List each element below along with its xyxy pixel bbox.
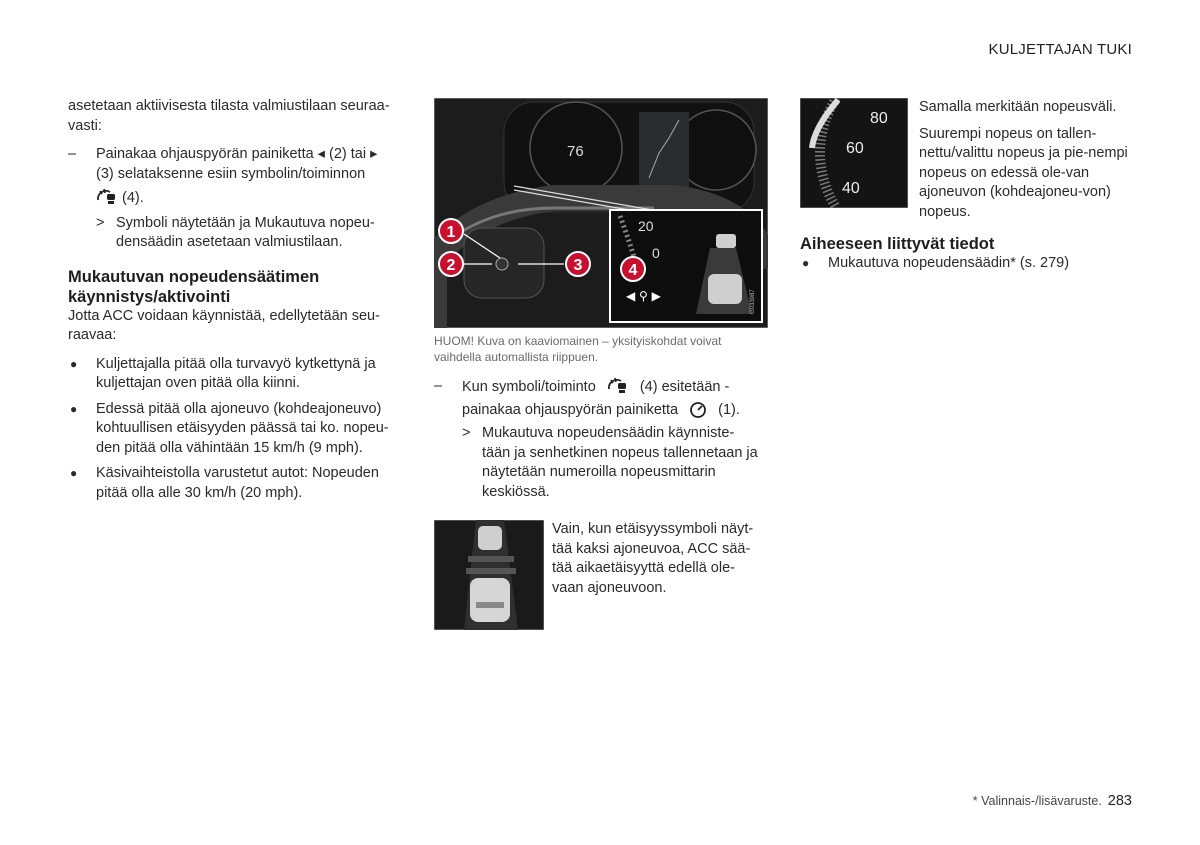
svg-text:3: 3 xyxy=(573,257,583,274)
figure-caption: HUOM! Kuva on kaaviomainen – yksityiskohdat voivat vaihdella automallista riippuen. xyxy=(434,334,722,364)
speed-range-block xyxy=(800,98,1132,220)
svg-text:1: 1 xyxy=(446,224,456,241)
dash-marker: – xyxy=(434,378,443,394)
gauge-number: 80 xyxy=(870,110,888,127)
svg-text:2: 2 xyxy=(446,257,456,274)
distance-alert-symbol-icon xyxy=(604,375,632,395)
step-text-b: painakaa ohjauspyörän painiketta xyxy=(462,402,679,418)
footnote: * Valinnais-/lisävaruste. xyxy=(972,794,1102,808)
distance-figure-block xyxy=(434,520,768,630)
speedometer-readout: 76 xyxy=(567,143,584,160)
callout-2 xyxy=(439,252,463,276)
step-item xyxy=(434,375,768,422)
speed-range-line: Samalla merkitään nopeusväli. xyxy=(919,99,1117,115)
step-symbol-ref: (4). xyxy=(122,190,144,206)
section-header: KULJETTAJAN TUKI xyxy=(988,41,1132,58)
speed-range-gauge-figure xyxy=(800,98,908,208)
list-item: ● Käsivaihteistolla varustetut autot: Nopeuden pitää olla alle 30 km/h (20 mph). xyxy=(70,465,379,501)
result-item xyxy=(68,214,400,253)
related-link-item[interactable] xyxy=(800,254,1132,274)
middle-column xyxy=(434,98,768,630)
result-item xyxy=(434,424,762,502)
svg-text:4: 4 xyxy=(628,262,638,279)
list-item: ● Edessä pitää olla ajoneuvo (kohdeajoneuvo) kohtuullisen etäisyyden päässä tai ko. nopeu-den pitää olla vähintään 15 km/h (9 mph). xyxy=(70,400,389,456)
related-link[interactable]: Mukautuva nopeudensäädin* (s. 279) xyxy=(828,255,1070,271)
two-vehicle-distance-figure xyxy=(434,520,544,630)
callout-4 xyxy=(621,257,645,281)
step-line-3 xyxy=(96,186,400,209)
bullet-marker: ● xyxy=(70,356,78,371)
speed-range-description: Suurempi nopeus on tallen-nettu/valittu nopeus ja pie-nempi nopeus on edessä ole-van ajoneuvon (kohdeajoneu-von) nopeus. xyxy=(919,125,1128,220)
bullet-marker: ● xyxy=(802,256,810,270)
dash-marker: – xyxy=(68,146,77,162)
step-text-a: Kun symboli/toiminto xyxy=(462,379,596,395)
dashboard-steering-figure xyxy=(434,98,768,328)
result-marker: > xyxy=(462,425,471,441)
speed-range-text xyxy=(919,98,1129,222)
distance-alert-symbol-icon xyxy=(96,186,118,206)
related-heading: Aiheeseen liittyvät tiedot xyxy=(800,235,995,253)
page-footer xyxy=(973,792,1132,812)
page-number: 283 xyxy=(1107,793,1132,809)
inset-speed-2: 0 xyxy=(652,245,660,261)
requirements-lead: Jotta ACC voidaan käynnistää, edellytetään seu-raavaa: xyxy=(68,307,380,343)
distance-note: Vain, kun etäisyyssymboli näyt-tää kaksi ajoneuvoa, ACC sää-tää aikaetäisyyttä edellä ole-vaan ajoneuvoon. xyxy=(552,521,754,596)
speedometer-button-icon xyxy=(688,400,708,418)
result-text: Symboli näytetään ja Mukautuva nopeu-densäädin asetetaan valmiustilaan. xyxy=(116,214,375,250)
bullet-marker: ● xyxy=(70,401,78,416)
image-code: G033987 xyxy=(750,289,756,314)
right-column xyxy=(800,98,1132,280)
left-column xyxy=(68,97,400,509)
requirements-list xyxy=(68,355,400,504)
step-line-1: Painakaa ohjauspyörän painiketta ◂ (2) tai ▸ xyxy=(96,146,378,162)
result-marker: > xyxy=(96,214,105,231)
gauge-number: 60 xyxy=(846,140,864,157)
inset-arrows-icon: ◀ ⚲ ▶ xyxy=(626,289,661,303)
step-line-1 xyxy=(462,375,768,399)
step-ref-a: (4) esitetään - xyxy=(639,379,730,395)
gauge-number: 40 xyxy=(842,180,860,197)
step-ref-b: (1). xyxy=(718,402,740,418)
step-item xyxy=(68,145,400,209)
step-line-2 xyxy=(462,399,768,422)
intro-text: asetetaan aktiivisesta tilasta valmiustilaan seuraa-vasti: xyxy=(68,98,390,134)
step-line-2: (3) selataksenne esiin symbolin/toiminnon xyxy=(96,165,366,182)
callout-3 xyxy=(566,252,590,276)
callout-1 xyxy=(439,219,463,243)
bullet-marker: ● xyxy=(70,466,78,480)
inset-speed-1: 20 xyxy=(638,218,654,234)
list-item: ● Kuljettajalla pitää olla turvavyö kytkettynä ja kuljettajan oven pitää olla kiinni. xyxy=(70,355,376,391)
result-text: Mukautuva nopeudensäädin käynniste-tään ja senhetkinen nopeus tallennetaan ja näytetään numeroilla nopeusmittarin keskiössä. xyxy=(482,425,758,500)
section-heading: Mukautuvan nopeudensäätimen käynnistys/aktivointi xyxy=(68,267,320,306)
